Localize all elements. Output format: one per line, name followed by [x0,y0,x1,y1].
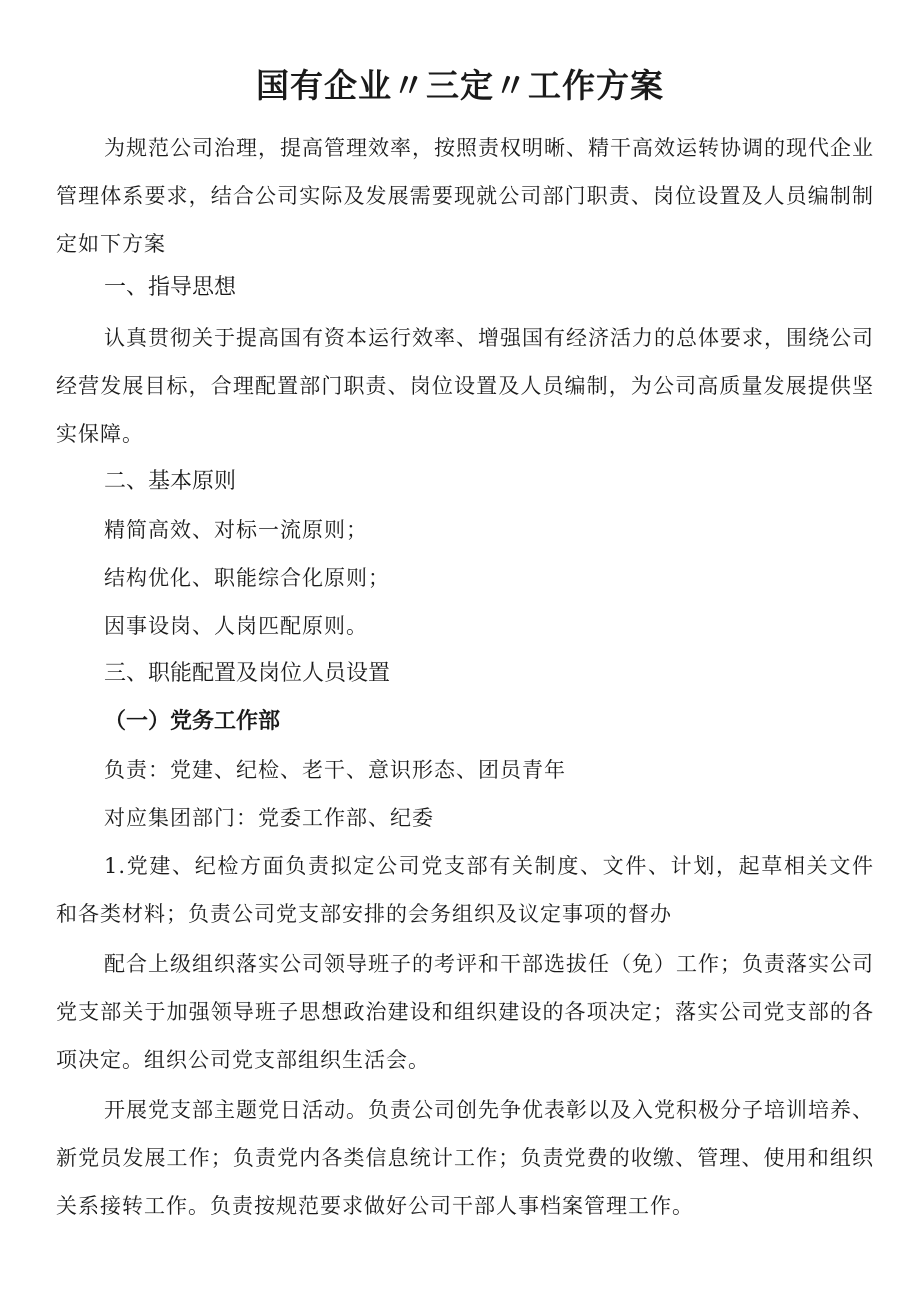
dept-paragraph: 开展党支部主题党日活动。负责公司创先争优表彰以及入党积极分子培训培养、新党员发展工作；负责党内各类信息统计工作；负责党费的收缴、管理、使用和组织关系接转工作。负责按规范要求做好公司干部人事档案管理工作。 [56,1098,874,1218]
guiding-thought-paragraph: 认真贯彻关于提高国有资本运行效率、增强国有经济活力的总体要求，围绕公司经营发展目标，合理配置部门职责、岗位设置及人员编制，为公司高质量发展提供坚实保障。 [56,326,874,446]
dept-counterpart: 对应集团部门：党委工作部、纪委 [104,806,434,830]
document-title: 国有企业〃三定〃工作方案 [256,66,664,105]
dept-responsibility: 负责：党建、纪检、老干、意识形态、团员青年 [104,758,566,782]
intro-paragraph: 为规范公司治理，提高管理效率，按照责权明晰、精干高效运转协调的现代企业管理体系要求，结合公司实际及发展需要现就公司部门职责、岗位设置及人员编制制定如下方案 [56,136,874,256]
principle-item: 结构优化、职能综合化原则； [104,566,390,590]
dept-paragraph: 配合上级组织落实公司领导班子的考评和干部选拔任（免）工作；负责落实公司党支部关于加强领导班子思想政治建设和组织建设的各项决定；落实公司党支部的各项决定。组织公司党支部组织生活会。 [56,952,874,1072]
section-heading-functions-and-staffing: 三、职能配置及岗位人员设置 [104,661,391,686]
subsection-heading-party-affairs-dept: （一）党务工作部 [104,709,281,734]
principle-item: 因事设岗、人岗匹配原则。 [104,614,368,638]
section-heading-guiding-thought: 一、指导思想 [104,275,237,300]
dept-item-1: 1.党建、纪检方面负责拟定公司党支部有关制度、文件、计划，起草相关文件和各类材料；负责公司党支部安排的会务组织及议定事项的督办 [56,854,874,926]
section-heading-basic-principles: 二、基本原则 [104,469,237,494]
principle-item: 精简高效、对标一流原则； [104,518,368,542]
